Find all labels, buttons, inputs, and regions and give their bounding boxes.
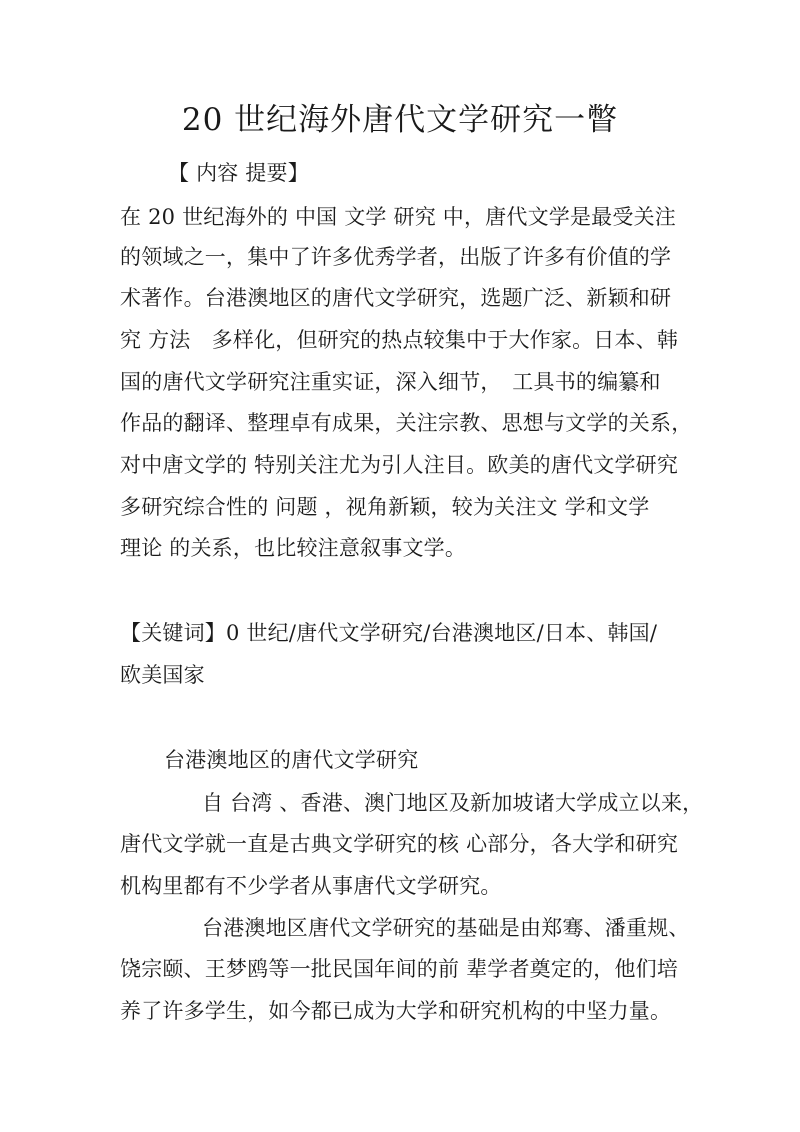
paragraph-line: 饶宗颐、王梦鸥等一批民国年间的前 辈学者奠定的，他们培 bbox=[120, 957, 679, 981]
abstract-line: 术著作。台港澳地区的唐代文学研究，选题广泛、新颖和研 bbox=[120, 286, 672, 310]
paragraph-line: 唐代文学就一直是古典文学研究的核 心部分，各大学和研究 bbox=[120, 832, 679, 856]
abstract-line: 多研究综合性的 问题 ，视角新颖，较为关注文 学和文学 bbox=[120, 495, 650, 519]
keywords-line: 欧美国家 bbox=[120, 663, 205, 687]
paragraph-line: 机构里都有不少学者从事唐代文学研究。 bbox=[120, 874, 502, 898]
paragraph-line: 养了许多学生，如今都已成为大学和研究机构的中坚力量。 bbox=[120, 999, 672, 1023]
abstract-line: 作品的翻译、整理卓有成果，关注宗教、思想与文学的关系， bbox=[120, 411, 693, 435]
abstract-line: 的领域之一，集中了许多优秀学者，出版了许多有价值的学 bbox=[120, 245, 672, 269]
abstract-line: 究 方法 多样化，但研究的热点较集中于大作家。日本、韩 bbox=[120, 328, 679, 352]
abstract-line: 国的唐代文学研究注重实证，深入细节， 工具书的编纂和 bbox=[120, 370, 661, 394]
paragraph-line: 自 台湾 、香港、澳门地区及新加坡诸大学成立以来， bbox=[202, 791, 704, 815]
abstract-line: 理论 的关系，也比较注意叙事文学。 bbox=[120, 536, 467, 560]
paragraph-line: 台港澳地区唐代文学研究的基础是由郑骞、潘重规、 bbox=[202, 916, 690, 940]
abstract-heading: 【 内容 提要】 bbox=[168, 161, 309, 185]
keywords-line: 【关键词】0 世纪/唐代文学研究/台港澳地区/日本、韩国/ bbox=[120, 621, 658, 645]
document-title: 20 世纪海外唐代文学研究一瞥 bbox=[181, 102, 619, 138]
abstract-line: 对中唐文学的 特别关注尤为引人注目。欧美的唐代文学研究 bbox=[120, 453, 679, 477]
section-heading: 台港澳地区的唐代文学研究 bbox=[164, 748, 419, 772]
abstract-line: 在 20 世纪海外的 中国 文学 研究 中，唐代文学是最受关注 bbox=[120, 205, 676, 229]
